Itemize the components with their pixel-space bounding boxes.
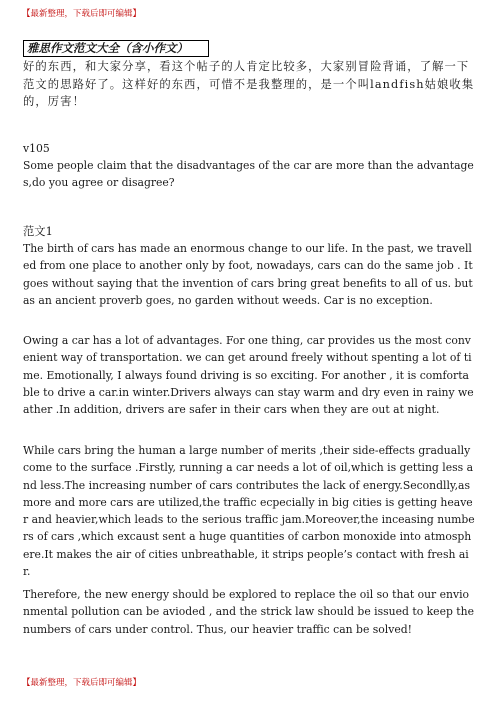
- essay-paragraph-4: Therefore, the new energy should be explored to replace the oil so that our envionmental pollution can be avioded , and the strick law should be issued to keep the numbers of cars under control. Thus, our heavier traffic can be solved!: [23, 588, 474, 636]
- essay-prompt: Some people claim that the disadvantages of the car are more than the advantages,do you agree or disagree?: [23, 159, 474, 190]
- footer-notice: 【最新整理，下载后即可编辑】: [22, 678, 142, 688]
- header-notice: 【最新整理，下载后即可编辑】: [22, 9, 142, 19]
- essay-paragraph-2: Owing a car has a lot of advantages. For one thing, car provides us the most convenient way of transportation. we can get around freely without spenting a lot of time. Emotionally, I always found driving is so exciting. For another , it is comfortable to drive a car.in winter.Drivers always can stay warm and dry even in rainy weather .In addition, drivers are safer in their cars when they are out at night.: [23, 334, 474, 417]
- essay-label: 范文1: [23, 225, 53, 238]
- essay-code: v105: [23, 142, 50, 155]
- essay-paragraph-1: The birth of cars has made an enormous change to our life. In the past, we travelled from one place to another only by foot, nowadays, cars can do the same job . It goes without saying that the invention of cars bring great benefits to all of us. but as an ancient proverb goes, no garden without weeds. Car is no exception.: [23, 242, 473, 307]
- document-title: 雅思作文范文大全（含小作文）: [23, 40, 209, 57]
- essay-paragraph-3: While cars bring the human a large number of merits ,their side-effects gradually come to the surface .Firstly, running a car needs a lot of oil,which is getting less and less.The increasing number of cars contributes the lack of energy.Secondlly,as more and more cars are utilized,the traffic ecpecially in big cities is getting heaver and heavier,which leads to the serious traffic jam.Moreover,the inceasing numbers of cars ,which excaust sent a huge quantities of carbon monoxide into atmosphere.It makes the air of cities unbreathable, it strips people’s contact with fresh air.: [23, 444, 475, 579]
- intro-paragraph: 好的东西，和大家分享，看这个帖子的人肯定比较多，大家别冒险背诵，了解一下范文的思路好了。这样好的东西，可惜不是我整理的，是一个叫landfish姑娘收集的，厉害！: [23, 60, 475, 108]
